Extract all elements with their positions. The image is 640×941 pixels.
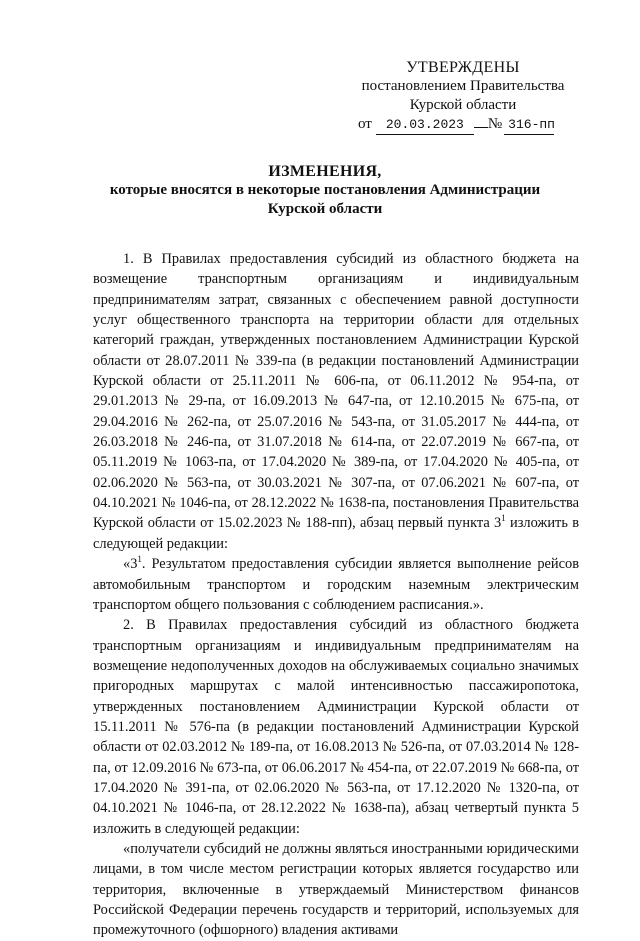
paragraph-1-superscript: 1 [501, 513, 506, 524]
approval-number: 316-пп [504, 115, 554, 135]
paragraph-3: 2. В Правилах предоставления субсидий из областного бюджета транспортным организациям и индивидуальным предпринимателям на возмещение недополученных доходов на обслуживаемых социально значимых пригородных маршрутах с малой интенсивностью пассажиропотока, утвержденных постановлением Администрации Курской области от 15.11.2011 № 576-па (в редакции постановлений Администрации Курской области от 02.03.2012 № 189-па, от 16.08.2013 № 526-па, от 07.03.2014 № 128-па, от 12.09.2016 № 673-па, от 06.06.2017 № 454-па, от 22.07.2019 № 668-па, от 17.04.2020 № 391-па, от 02.06.2020 № 563-па, от 17.12.2020 № 1320-па, от 04.10.2021 № 1046-па, от 28.12.2022 № 1638-па), абзац четвертый пункта 5 изложить в следующей редакции: [93, 617, 579, 837]
paragraph-1 [93, 249, 579, 554]
approval-line-1: постановлением Правительства [361, 78, 565, 94]
paragraph-1-tail: изложить в следующей редакции: [93, 515, 579, 552]
paragraph-2-superscript: 1 [137, 554, 142, 565]
underline-gap [474, 127, 488, 128]
approval-line-2: Курской области [409, 97, 517, 113]
paragraph-4: «получатели субсидий не должны являться иностранными юридическими лицами, в том числе местом регистрации которых является государство или территория, включенные в утверждаемый Министерством финансов Российской Федерации перечень государств и территорий, используемых для промежуточного (офшорного) владения активами [93, 840, 579, 939]
title-sub-1: которые вносятся в некоторые постановления Администрации [109, 182, 541, 198]
paragraph-2 [93, 554, 579, 615]
document-title [80, 162, 570, 219]
paragraph-2-text: . Результатом предоставления субсидии является выполнение рейсов автомобильным транспортом и городским наземным электрическим транспортом общего пользования с соблюдением расписания.». [93, 556, 579, 613]
title-sub-2: Курской области [267, 201, 383, 217]
title-main: ИЗМЕНЕНИЯ, [268, 163, 382, 180]
document-body [93, 249, 579, 941]
approval-date: 20.03.2023 [376, 115, 474, 135]
approval-heading: УТВЕРЖДЕНЫ [406, 59, 520, 76]
approval-date-row [358, 115, 568, 135]
paragraph-1-text: 1. В Правилах предоставления субсидий из областного бюджета на возмещение транспортным организациям и индивидуальным предпринимателям затрат, связанных с обеспечением равной доступности услуг общественного транспорта на территории области для отдельных категорий граждан, утвержденных постановлением Администрации Курской области от 28.07.2011 № 339-па (в редакции постановлений Администрации Курской области от 25.11.2011 № 606-па, от 06.11.2012 № 954-па, от 29.01.2013 № 29-па, от 16.09.2013 № 647-па, от 12.10.2015 № 675-па, от 29.04.2016 № 262-па, от 25.07.2016 № 543-па, от 31.05.2017 № 444-па, от 26.03.2018 № 246-па, от 31.07.2018 № 614-па, от 22.07.2019 № 667-па, от 05.11.2019 № 1063-па, от 17.04.2020 № 389-па, от 17.04.2020 № 405-па, от 02.06.2020 № 563-па, от 30.03.2021 № 307-па, от 07.06.2021 № 607-па, от 04.10.2021 № 1046-па, от 28.12.2022 № 1638-па, постановления Правительства Курской области от 15.02.2023 № 188-пп), абзац первый пункта 3 [93, 251, 579, 532]
number-label: № [487, 116, 503, 132]
approval-block [358, 58, 568, 135]
paragraph-2-open: «3 [123, 556, 138, 573]
from-label: от [358, 116, 372, 132]
